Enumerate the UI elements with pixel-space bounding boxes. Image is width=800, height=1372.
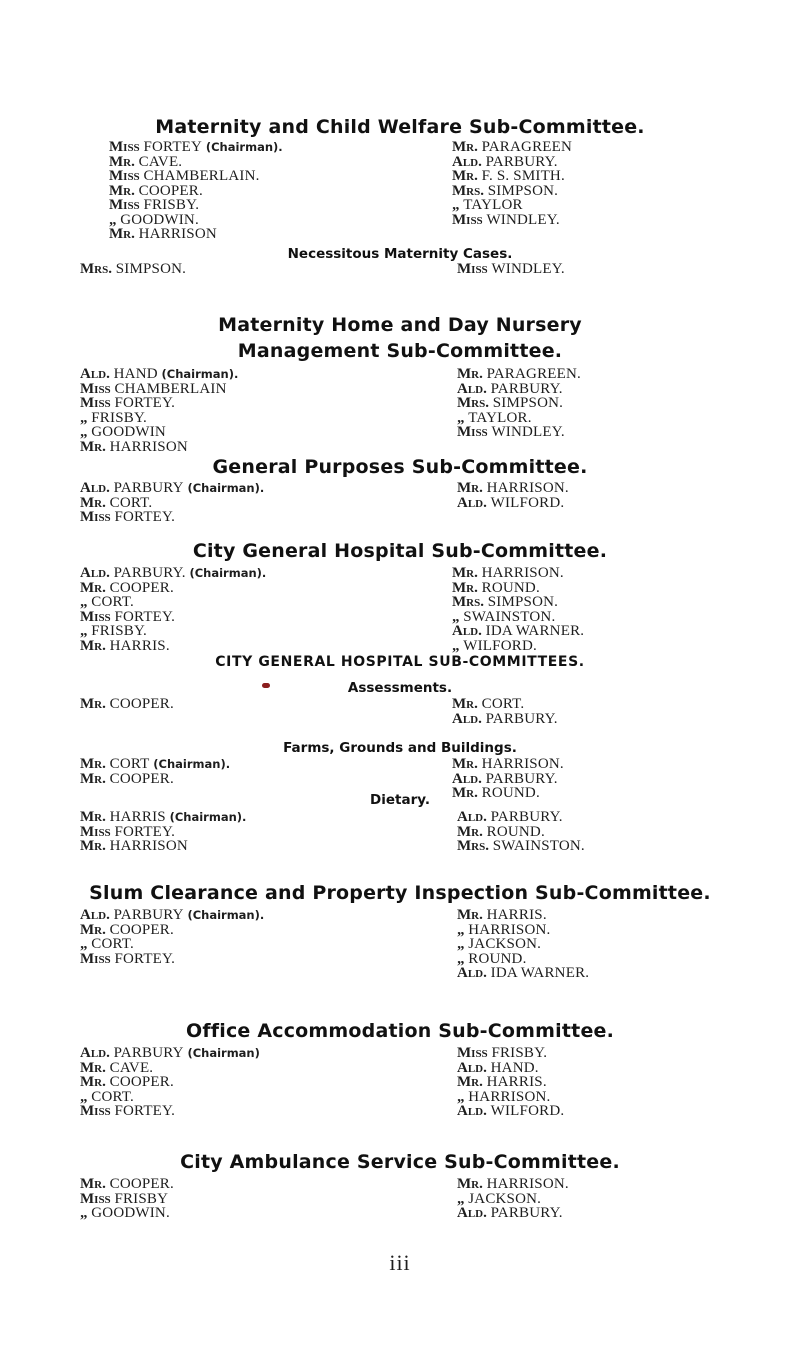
- member-name: FORTEY: [143, 139, 203, 155]
- member-name: F. S. SMITH.: [481, 168, 565, 184]
- member-entry: [80, 496, 264, 511]
- member-name: PARBURY.: [485, 153, 558, 170]
- member-entry: [457, 481, 569, 496]
- member-name: ROUND.: [486, 823, 545, 840]
- member-title: Miss: [109, 197, 140, 213]
- member-title: Mr.: [109, 153, 135, 170]
- member-entry: [452, 213, 572, 228]
- member-name: PARBURY.: [485, 770, 558, 787]
- member-entry: [457, 952, 589, 967]
- member-role-note: (Chairman).: [205, 140, 283, 154]
- member-entry: [80, 908, 264, 923]
- member-entry: [80, 425, 238, 440]
- member-name: COOPER.: [109, 921, 174, 938]
- member-entry: [452, 639, 584, 654]
- member-entry: [80, 952, 264, 967]
- member-name: JACKSON.: [468, 936, 542, 952]
- member-entry: [457, 367, 581, 382]
- member-entry: [80, 595, 266, 610]
- member-entry: [80, 610, 266, 625]
- member-entry: [457, 1206, 569, 1221]
- member-title: Mr.: [80, 770, 106, 787]
- member-name: WILFORD.: [463, 637, 537, 654]
- member-entry: [109, 184, 283, 199]
- member-title: „: [452, 608, 460, 625]
- member-entry: [80, 624, 266, 639]
- member-entry: [80, 772, 230, 787]
- member-name: SIMPSON.: [492, 395, 564, 411]
- member-title: Miss: [80, 395, 111, 411]
- member-role-note: (Chairman): [187, 1046, 260, 1060]
- member-entry: [80, 825, 246, 840]
- member-title: „: [457, 950, 465, 967]
- member-entry: [80, 937, 264, 952]
- member-name: CORT.: [109, 494, 153, 511]
- member-title: „: [457, 409, 465, 426]
- member-name: SIMPSON.: [115, 261, 187, 277]
- member-role-note: (Chairman).: [169, 810, 247, 824]
- member-name: GOODWIN.: [120, 211, 199, 228]
- member-title: Mr.: [457, 1074, 483, 1090]
- members-left-dietary: [80, 810, 246, 854]
- member-title: Mr.: [457, 366, 483, 382]
- member-title: Miss: [457, 424, 488, 440]
- member-entry: [457, 966, 589, 981]
- member-name: FRISBY.: [91, 409, 147, 426]
- member-name: WINDLEY.: [491, 424, 565, 440]
- member-title: Mr.: [80, 756, 106, 772]
- members-right-dietary: [457, 810, 585, 854]
- member-name: FRISBY: [114, 1190, 169, 1207]
- member-title: „: [457, 1088, 465, 1105]
- member-name: FORTEY.: [114, 823, 176, 840]
- member-name: HARRISON.: [486, 1176, 569, 1192]
- members-left-office-accommodation: [80, 1046, 260, 1119]
- member-name: PARBURY.: [490, 1205, 563, 1221]
- member-name: FORTEY.: [114, 608, 176, 625]
- member-entry: [452, 140, 572, 155]
- member-title: „: [80, 424, 88, 440]
- member-title: „: [457, 921, 465, 938]
- member-entry: [80, 1206, 174, 1221]
- member-title: Mr.: [452, 696, 478, 712]
- member-title: Miss: [109, 168, 140, 184]
- members-right-maternity-home: [457, 367, 581, 440]
- member-title: Mr.: [109, 182, 135, 199]
- member-title: Ald.: [452, 770, 482, 787]
- member-entry: [452, 757, 564, 772]
- members-left-city-ambulance: [80, 1177, 174, 1221]
- members-left-maternity-home: [80, 367, 238, 454]
- member-title: Mr.: [80, 494, 106, 511]
- member-role-note: (Chairman).: [187, 908, 265, 922]
- member-name: SWAINSTON.: [463, 608, 556, 625]
- member-title: Ald.: [457, 1205, 487, 1221]
- member-name: SIMPSON.: [487, 594, 559, 610]
- member-name: PARBURY: [113, 480, 184, 496]
- member-entry: [457, 382, 581, 397]
- member-entry: [80, 566, 266, 581]
- member-name: COOPER.: [109, 770, 174, 787]
- member-name: WILFORD.: [490, 1103, 565, 1119]
- member-title: Ald.: [452, 710, 482, 727]
- member-name: HARRISON.: [468, 1088, 551, 1105]
- member-title: Miss: [80, 950, 111, 967]
- member-entry: [457, 1046, 564, 1061]
- member-name: HAND.: [490, 1059, 539, 1076]
- member-name: WINDLEY.: [486, 211, 560, 228]
- member-title: „: [80, 594, 88, 610]
- member-entry: [109, 155, 283, 170]
- member-name: CORT.: [91, 594, 134, 610]
- member-entry: [457, 1075, 564, 1090]
- member-name: FRISBY.: [143, 197, 200, 213]
- member-entry: [457, 396, 581, 411]
- section-heading-farms-grounds: Farms, Grounds and Buildings.: [283, 740, 517, 756]
- member-entry: [80, 639, 266, 654]
- member-title: Mrs.: [80, 261, 112, 277]
- member-title: Mr.: [452, 565, 478, 581]
- member-entry: [109, 213, 283, 228]
- member-name: HARRISON.: [481, 756, 564, 772]
- member-title: Mrs.: [457, 395, 489, 411]
- member-title: Mrs.: [452, 594, 484, 610]
- member-title: Mr.: [457, 1176, 483, 1192]
- member-entry: [457, 425, 581, 440]
- member-title: „: [452, 197, 460, 213]
- section-heading-necessitous-maternity: Necessitous Maternity Cases.: [287, 246, 513, 262]
- members-right-city-general-hospital: [452, 566, 584, 653]
- member-title: „: [80, 623, 88, 639]
- member-entry: [457, 839, 585, 854]
- member-title: Mr.: [80, 696, 106, 712]
- member-name: PARBURY.: [485, 710, 558, 727]
- member-name: CORT.: [91, 1088, 134, 1105]
- section-heading-city-general-hospital: City General Hospital Sub-Committee.: [192, 540, 608, 562]
- member-entry: [452, 169, 572, 184]
- member-name: CORT.: [91, 936, 134, 952]
- member-entry: [457, 937, 589, 952]
- member-entry: [80, 1075, 260, 1090]
- member-entry: [80, 757, 230, 772]
- member-name: ROUND.: [468, 950, 527, 967]
- member-name: HARRISON: [109, 438, 188, 455]
- member-entry: [80, 1177, 174, 1192]
- member-title: Mr.: [80, 637, 106, 654]
- member-entry: [457, 1177, 569, 1192]
- member-entry: [109, 198, 283, 213]
- member-name: JACKSON.: [468, 1190, 542, 1207]
- member-name: PARBURY.: [490, 809, 563, 825]
- member-name: HARRIS.: [109, 637, 170, 654]
- member-name: SIMPSON.: [487, 182, 559, 199]
- member-name: HARRIS: [109, 809, 166, 825]
- member-title: „: [80, 1205, 88, 1221]
- member-name: CAVE.: [138, 153, 183, 170]
- member-title: Ald.: [457, 494, 487, 511]
- member-name: FRISBY.: [91, 623, 147, 639]
- member-role-note: (Chairman).: [153, 757, 231, 771]
- member-entry: [80, 440, 238, 455]
- member-name: CHAMBERLAIN.: [143, 168, 260, 184]
- member-name: WINDLEY.: [491, 261, 565, 277]
- section-heading-hospital-subcommittees: CITY GENERAL HOSPITAL SUB-COMMITTEES.: [215, 654, 585, 670]
- member-name: FORTEY.: [114, 950, 176, 967]
- members-right-assessments: [452, 697, 558, 726]
- member-entry: [452, 712, 558, 727]
- section-heading-maternity-child-welfare: Maternity and Child Welfare Sub-Committee.: [155, 116, 645, 138]
- member-title: Ald.: [457, 1103, 487, 1119]
- member-name: SWAINSTON.: [492, 838, 585, 854]
- member-entry: [80, 382, 238, 397]
- member-title: Mr.: [80, 1176, 106, 1192]
- member-name: HARRISON.: [486, 480, 569, 496]
- member-entry: [457, 1061, 564, 1076]
- member-name: PARBURY: [113, 907, 184, 923]
- member-name: FORTEY.: [114, 1103, 176, 1119]
- member-entry: [457, 810, 585, 825]
- member-name: COOPER.: [109, 696, 174, 712]
- member-title: Ald.: [80, 366, 110, 382]
- member-name: CORT.: [481, 696, 525, 712]
- member-name: COOPER.: [109, 1074, 174, 1090]
- member-entry: [457, 1192, 569, 1207]
- member-name: TAYLOR: [463, 197, 523, 213]
- member-entry: [80, 1046, 260, 1061]
- member-title: Miss: [80, 509, 111, 525]
- member-name: CHAMBERLAIN: [114, 380, 227, 397]
- member-title: Mr.: [80, 1059, 106, 1076]
- member-name: PARBURY.: [490, 380, 563, 397]
- members-left-farms-grounds: [80, 757, 230, 786]
- member-entry: [109, 140, 283, 155]
- member-title: „: [457, 936, 465, 952]
- section-heading-office-accommodation: Office Accommodation Sub-Committee.: [185, 1020, 615, 1042]
- member-name: COOPER.: [109, 579, 174, 596]
- members-right-necessitous-maternity: [457, 262, 565, 277]
- members-right-office-accommodation: [457, 1046, 564, 1119]
- members-left-maternity-child-welfare: [109, 140, 283, 242]
- member-title: Miss: [80, 1103, 111, 1119]
- member-title: „: [80, 409, 88, 426]
- member-name: IDA WARNER.: [490, 965, 590, 981]
- member-title: Mr.: [452, 168, 478, 184]
- member-entry: [457, 908, 589, 923]
- member-entry: [457, 825, 585, 840]
- section-heading-city-ambulance: City Ambulance Service Sub-Committee.: [180, 1151, 620, 1173]
- member-title: Ald.: [457, 1059, 487, 1076]
- section-heading-maternity-home-line2: Management Sub-Committee.: [237, 340, 563, 362]
- member-title: „: [109, 211, 117, 228]
- member-name: HARRISON: [109, 838, 188, 854]
- member-name: HARRISON.: [481, 565, 564, 581]
- member-entry: [452, 595, 584, 610]
- section-heading-assessments: Assessments.: [347, 680, 453, 696]
- member-role-note: (Chairman).: [189, 566, 267, 580]
- member-entry: [452, 624, 584, 639]
- member-title: Mr.: [452, 139, 478, 155]
- member-entry: [452, 581, 584, 596]
- member-entry: [80, 581, 266, 596]
- member-title: Ald.: [452, 153, 482, 170]
- members-left-general-purposes: [80, 481, 264, 525]
- member-entry: [452, 155, 572, 170]
- section-heading-dietary: Dietary.: [370, 792, 430, 808]
- member-name: ROUND.: [481, 579, 540, 596]
- member-entry: [80, 839, 246, 854]
- member-entry: [452, 610, 584, 625]
- member-entry: [457, 923, 589, 938]
- members-right-maternity-child-welfare: [452, 140, 572, 227]
- member-role-note: (Chairman).: [187, 481, 265, 495]
- member-title: „: [457, 1190, 465, 1207]
- member-entry: [80, 510, 264, 525]
- member-title: Ald.: [457, 380, 487, 397]
- member-name: GOODWIN.: [91, 1205, 170, 1221]
- member-entry: [80, 697, 174, 712]
- member-name: HARRIS.: [486, 907, 547, 923]
- member-title: Mr.: [80, 579, 106, 596]
- member-name: PARBURY: [113, 1045, 184, 1061]
- members-left-city-general-hospital: [80, 566, 266, 653]
- member-name: CAVE.: [109, 1059, 154, 1076]
- member-name: IDA WARNER.: [485, 623, 585, 639]
- member-entry: [452, 566, 584, 581]
- member-name: HARRISON: [138, 226, 217, 242]
- member-name: HAND: [113, 366, 158, 382]
- member-name: PARBURY.: [113, 565, 186, 581]
- member-entry: [80, 1061, 260, 1076]
- member-name: ROUND.: [481, 785, 540, 801]
- member-name: FORTEY.: [114, 395, 176, 411]
- members-right-general-purposes: [457, 481, 569, 510]
- member-title: Miss: [457, 1045, 488, 1061]
- member-title: Miss: [80, 608, 111, 625]
- member-title: Mr.: [457, 907, 483, 923]
- member-entry: [80, 923, 264, 938]
- member-name: PARAGREEN: [481, 139, 573, 155]
- member-role-note: (Chairman).: [161, 367, 239, 381]
- member-title: Ald.: [457, 809, 487, 825]
- member-entry: [80, 262, 186, 277]
- member-title: Mrs.: [452, 182, 484, 199]
- member-title: Ald.: [452, 623, 482, 639]
- member-entry: [457, 1090, 564, 1105]
- member-entry: [457, 262, 565, 277]
- member-entry: [80, 1104, 260, 1119]
- member-entry: [109, 169, 283, 184]
- page-number: iii: [389, 1250, 411, 1275]
- member-title: Mr.: [452, 756, 478, 772]
- member-title: Mr.: [452, 785, 478, 801]
- members-right-slum-clearance: [457, 908, 589, 981]
- member-title: Mr.: [80, 838, 106, 854]
- member-name: COOPER.: [109, 1176, 174, 1192]
- member-title: „: [80, 936, 88, 952]
- members-left-slum-clearance: [80, 908, 264, 966]
- member-entry: [80, 1192, 174, 1207]
- member-name: WILFORD.: [490, 494, 565, 511]
- section-heading-general-purposes: General Purposes Sub-Committee.: [212, 456, 588, 478]
- member-name: CORT: [109, 756, 150, 772]
- member-entry: [457, 411, 581, 426]
- member-entry: [452, 198, 572, 213]
- member-entry: [80, 367, 238, 382]
- member-title: Miss: [457, 261, 488, 277]
- member-entry: [80, 810, 246, 825]
- member-name: HARRISON.: [468, 921, 551, 938]
- member-title: Ald.: [80, 565, 110, 581]
- member-title: Mr.: [457, 480, 483, 496]
- member-title: Miss: [109, 139, 140, 155]
- member-title: Mr.: [452, 579, 478, 596]
- members-right-city-ambulance: [457, 1177, 569, 1221]
- member-name: FRISBY.: [491, 1045, 548, 1061]
- member-title: Miss: [80, 823, 111, 840]
- member-entry: [109, 227, 283, 242]
- member-title: „: [80, 1088, 88, 1105]
- member-title: Mr.: [80, 438, 106, 455]
- member-name: HARRIS.: [486, 1074, 547, 1090]
- member-title: Ald.: [80, 480, 110, 496]
- member-name: COOPER.: [138, 182, 203, 199]
- member-title: Mr.: [457, 823, 483, 840]
- member-title: „: [452, 637, 460, 654]
- member-title: Mrs.: [457, 838, 489, 854]
- member-entry: [80, 411, 238, 426]
- member-entry: [452, 697, 558, 712]
- member-title: Miss: [80, 1190, 111, 1207]
- member-title: Ald.: [80, 1045, 110, 1061]
- members-left-necessitous-maternity: [80, 262, 186, 277]
- member-name: GOODWIN: [91, 424, 166, 440]
- member-entry: [457, 1104, 564, 1119]
- member-entry: [80, 481, 264, 496]
- member-title: Ald.: [80, 907, 110, 923]
- member-title: Miss: [452, 211, 483, 228]
- member-title: Mr.: [80, 921, 106, 938]
- member-title: Mr.: [109, 226, 135, 242]
- member-title: Mr.: [80, 809, 106, 825]
- member-entry: [452, 184, 572, 199]
- member-name: PARAGREEN.: [486, 366, 581, 382]
- member-name: TAYLOR.: [468, 409, 532, 426]
- member-name: FORTEY.: [114, 509, 176, 525]
- members-left-assessments: [80, 697, 174, 712]
- member-entry: [80, 1090, 260, 1105]
- member-entry: [457, 496, 569, 511]
- section-heading-slum-clearance: Slum Clearance and Property Inspection Sub-Committee.: [89, 882, 711, 904]
- member-entry: [452, 772, 564, 787]
- member-entry: [80, 396, 238, 411]
- member-title: Ald.: [457, 965, 487, 981]
- section-heading-maternity-home-line1: Maternity Home and Day Nursery: [218, 314, 582, 336]
- member-title: Mr.: [80, 1074, 106, 1090]
- member-title: Miss: [80, 380, 111, 397]
